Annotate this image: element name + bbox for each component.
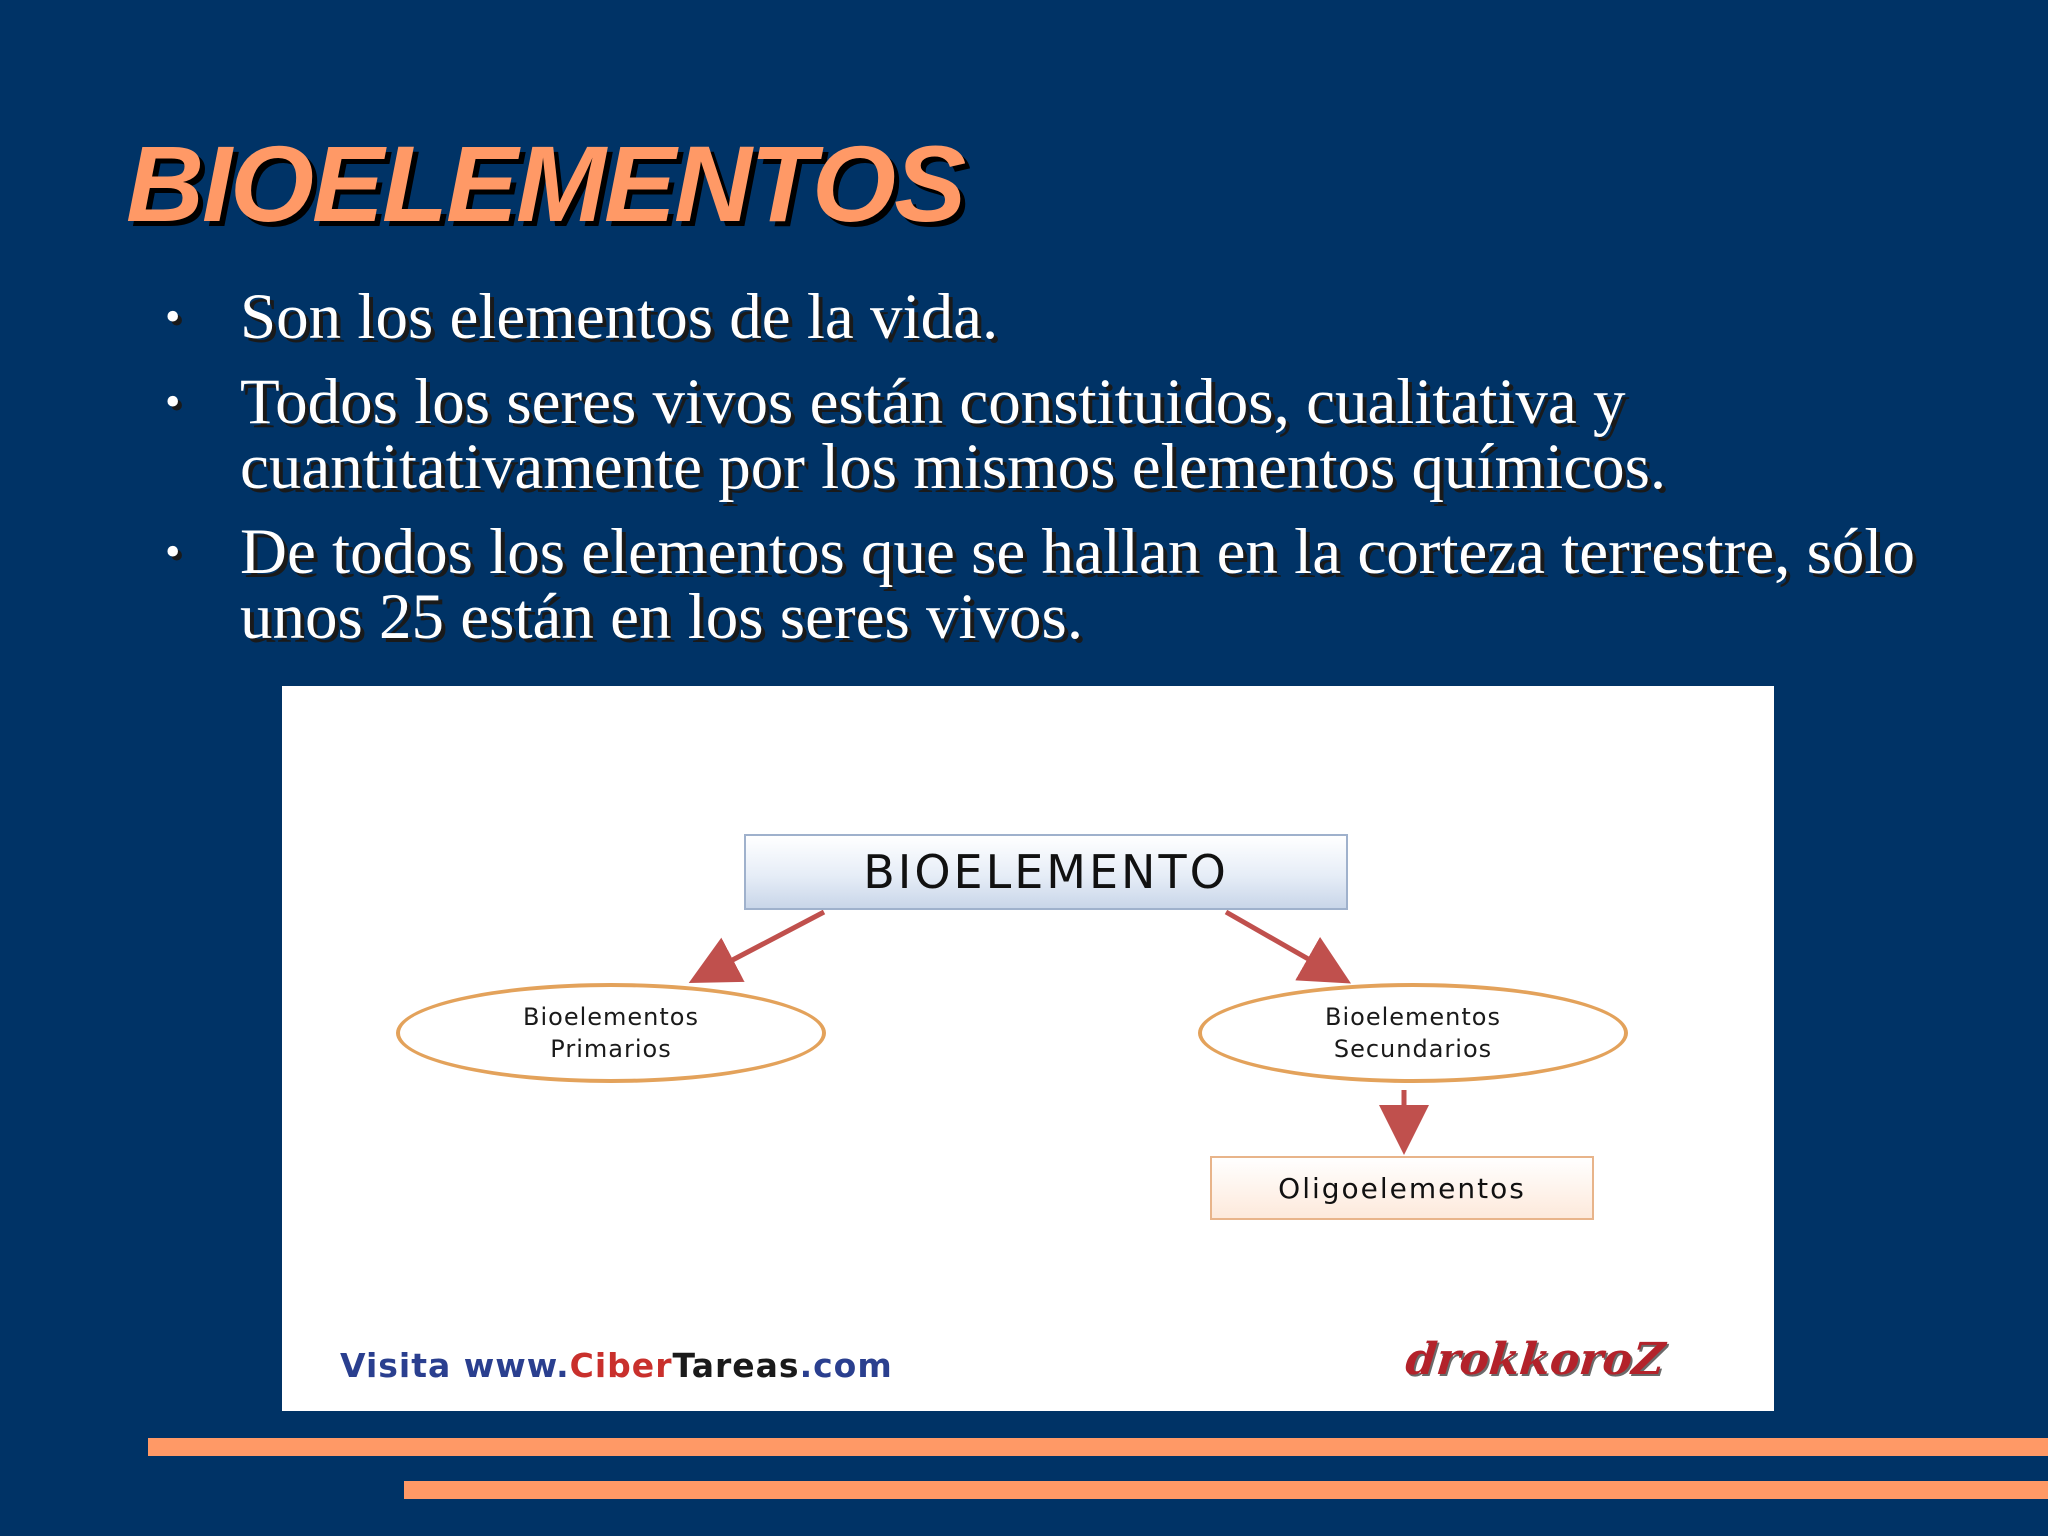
arrow-root-to-primary xyxy=(702,912,824,976)
secondary-node-line2: Secundarios xyxy=(1333,1035,1493,1063)
watermark-link xyxy=(340,1346,893,1385)
root-node: BIOELEMENTO xyxy=(744,834,1348,910)
bioelement-diagram xyxy=(282,686,1774,1411)
watermark-ciber: Ciber xyxy=(569,1346,673,1385)
bullet-text: Son los elementos de la vida. xyxy=(240,281,999,353)
watermark-tareas: Tareas xyxy=(672,1346,800,1385)
accent-bar-top xyxy=(148,1438,2048,1456)
arrow-root-to-secondary xyxy=(1226,912,1338,976)
accent-bar-bottom xyxy=(404,1481,2048,1499)
secondary-node xyxy=(1198,983,1628,1083)
bullet-list xyxy=(0,281,2048,670)
bullet-item xyxy=(0,516,2048,653)
bullet-dot-icon: • xyxy=(165,527,181,576)
primary-node-line1: Bioelementos xyxy=(523,1003,699,1031)
oligo-node: Oligoelementos xyxy=(1210,1156,1594,1220)
bullet-dot-icon: • xyxy=(165,377,181,426)
bullet-item xyxy=(0,281,2048,353)
bullet-text: Todos los seres vivos están constituidos, cualitativa y cuantitativamente por los mismos elementos químicos. xyxy=(240,366,1667,503)
watermark-com: .com xyxy=(799,1346,893,1385)
bullet-dot-icon: • xyxy=(165,292,181,341)
watermark-visit: Visita www. xyxy=(340,1346,570,1385)
bullet-text: De todos los elementos que se hallan en la corteza terrestre, sólo unos 25 están en los seres vivos. xyxy=(240,516,1915,653)
secondary-node-line1: Bioelementos xyxy=(1325,1003,1501,1031)
primary-node-line2: Primarios xyxy=(550,1035,672,1063)
primary-node xyxy=(396,983,826,1083)
slide-title: BIOELEMENTOS xyxy=(126,123,965,244)
brand-logo: drokkoroZ xyxy=(1403,1334,1667,1385)
bullet-item xyxy=(0,366,2048,503)
